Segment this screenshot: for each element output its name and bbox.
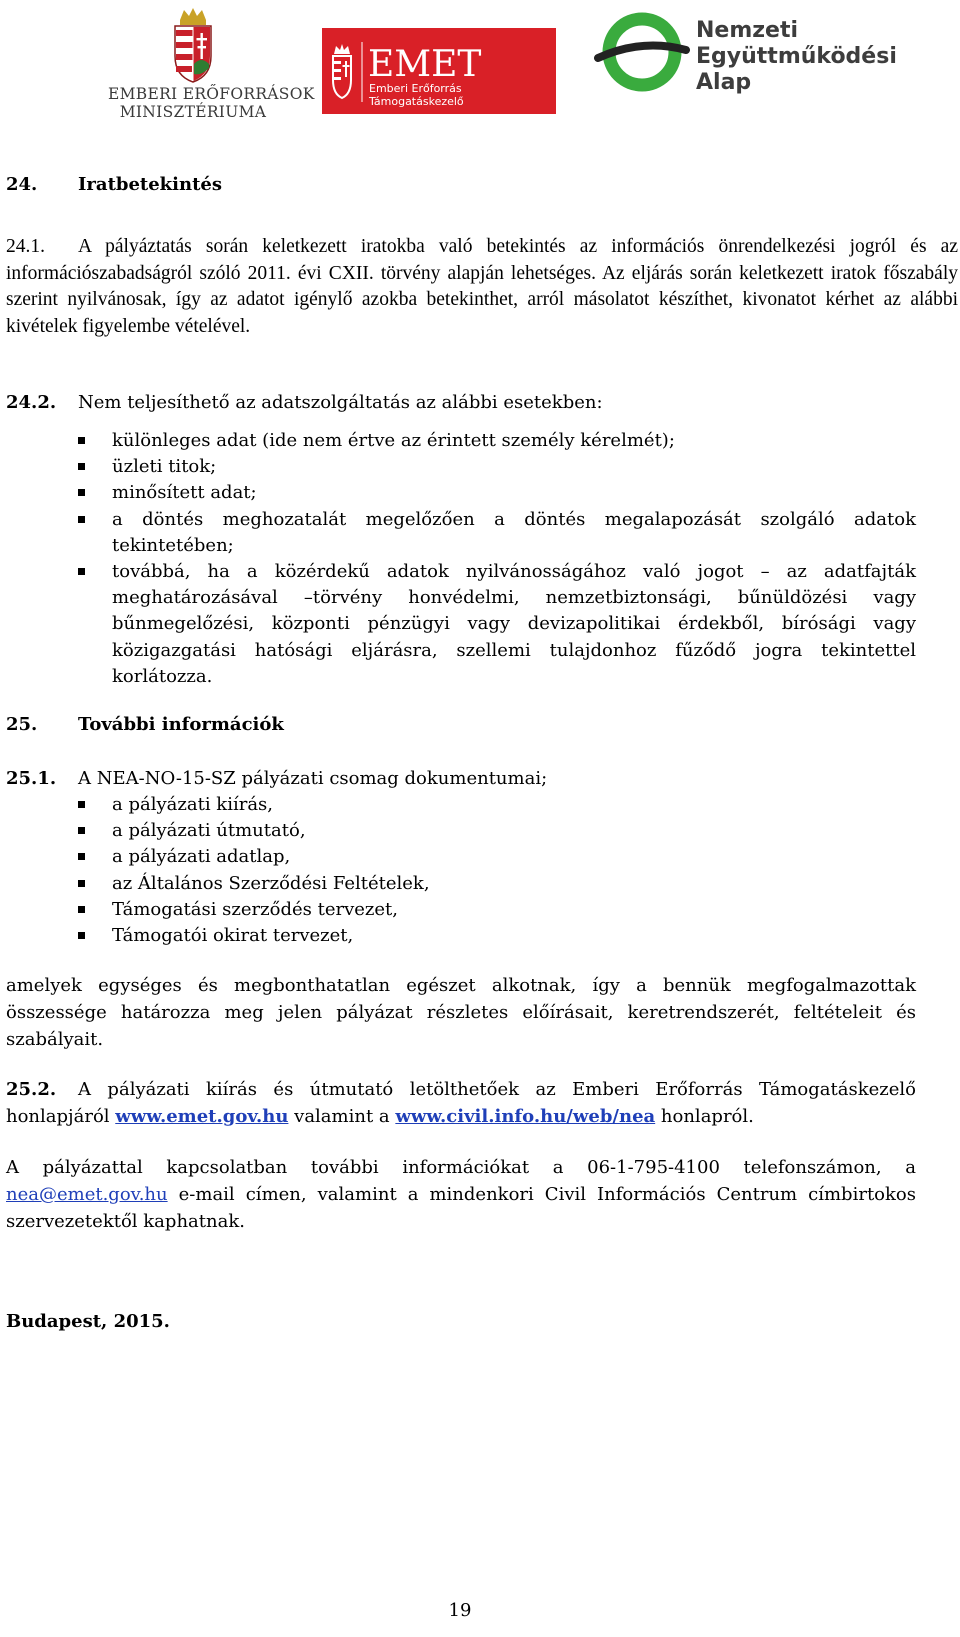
place-date: Budapest, 2015. (6, 1311, 170, 1332)
list-item: az Általános Szerződési Feltételek, (78, 871, 958, 897)
paragraph-24-2-number: 24.2. (6, 392, 57, 413)
page-number: 19 (448, 1600, 472, 1621)
paragraph-24-1 (6, 234, 958, 340)
paragraph-24-2-text: Nem teljesíthető az adatszolgáltatás az alábbi esetekben: (78, 392, 603, 413)
emmi-logo-line2: MINISZTÉRIUMA (119, 103, 267, 121)
nea-logo (620, 10, 940, 100)
list-item: Támogatói okirat tervezet, (78, 923, 958, 949)
paragraph-24-2 (6, 389, 958, 416)
emmi-logo-line1: EMBERI ERŐFORRÁSOK (108, 85, 315, 103)
nea-logo-line3: Alap (696, 70, 752, 95)
emmi-logo (108, 6, 315, 122)
list-item: a pályázati útmutató, (78, 818, 958, 844)
paragraph-25-1-text: A NEA-NO-15-SZ pályázati csomag dokumentumai; (78, 768, 548, 789)
exceptions-list (78, 428, 916, 690)
list-item: a pályázati kiírás, (78, 792, 958, 818)
list-item: a pályázati adatlap, (78, 844, 958, 870)
paragraph-24-1-number: 24.1. (6, 236, 45, 257)
contact-text-b: e-mail címen, valamint a mindenkori Civil Információs Centrum címbirtokos szervezetektől kaphatnak. (6, 1184, 916, 1232)
emet-logo (322, 28, 582, 116)
contact-text-a: A pályázattal kapcsolatban további információkat a 06-1-795-4100 telefonszámon, a (6, 1157, 916, 1178)
nea-logo-line1: Nemzeti (696, 18, 799, 43)
documents-list (78, 792, 958, 949)
paragraph-25-2-number: 25.2. (6, 1079, 57, 1100)
paragraph-25-1 (6, 765, 958, 792)
list-item: különleges adat (ide nem értve az érintett személy kérelmét); (78, 428, 916, 454)
paragraph-25-2 (6, 1076, 916, 1130)
section-24-title: Iratbetekintés (78, 174, 222, 195)
emet-logo-title: EMET (368, 44, 482, 85)
paragraph-25-1-number: 25.1. (6, 768, 57, 789)
emet-logo-graphic (322, 28, 582, 116)
list-item: a döntés meghozatalát megelőzően a döntés megalapozását szolgáló adatok tekintetében; (78, 507, 916, 559)
section-24-number: 24. (6, 174, 38, 195)
emet-logo-line2: Támogatáskezelő (369, 95, 464, 108)
section-24-heading (6, 171, 958, 198)
nea-ring-icon (592, 8, 692, 98)
section-25-title: További információk (78, 714, 284, 735)
hungarian-crest-icon (172, 6, 214, 84)
contact-paragraph (6, 1154, 916, 1235)
section-25-heading (6, 711, 958, 738)
list-item: továbbá, ha a közérdekű adatok nyilvánosságához való jogot – az adatfajták meghatározásával –törvény honvédelmi, nemzetbiztonsági, bűnüldözési vagy bűnmegelőzési, központi pénzügyi vagy devizapolitikai érdekből, bírósági vagy közigazgatási hatósági eljárásra, szellemi tulajdonhoz fűződő jogra tekintettel korlátozza. (78, 559, 916, 690)
list-item: minősített adat; (78, 480, 916, 506)
civil-info-website-link[interactable]: www.civil.info.hu/web/nea (395, 1106, 656, 1127)
documents-summary-paragraph: amelyek egységes és megbonthatatlan egészet alkotnak, így a bennük megfogalmazottak összessége határozza meg jelen pályázat részletes előírásait, keretrendszerét, feltételeit és szabályait. (6, 975, 916, 1050)
paragraph-25-2-text-a: A pályázati kiírás és útmutató letölthetőek az Emberi Erőforrás Támogatáskezelő honlapjáról (6, 1079, 916, 1127)
paragraph-24-1-text: A pályáztatás során keletkezett iratokba való betekintés az információs önrendelkezési jogról és az információszabadságról szóló 2011. évi CXII. törvény alapján lehetséges. Az eljárás során keletkezett iratok főszabály szerint nyilvánosak, így az adatot igénylő azokba betekinthet, arról másolatot készíthet, kivonatot kérhet az alábbi kivételek figyelembe vételével. (6, 236, 958, 337)
list-item: üzleti titok; (78, 454, 916, 480)
section-25-number: 25. (6, 714, 38, 735)
emet-logo-line1: Emberi Erőforrás (369, 82, 462, 95)
nea-logo-line2: Együttműködési (696, 44, 897, 69)
contact-email-link[interactable]: nea@emet.gov.hu (6, 1184, 168, 1205)
paragraph-25-2-text-b: valamint a (288, 1106, 396, 1127)
emet-website-link[interactable]: www.emet.gov.hu (115, 1106, 289, 1127)
list-item: Támogatási szerződés tervezet, (78, 897, 958, 923)
paragraph-25-2-text-c: honlapról. (655, 1106, 754, 1127)
logo-header (0, 0, 960, 125)
